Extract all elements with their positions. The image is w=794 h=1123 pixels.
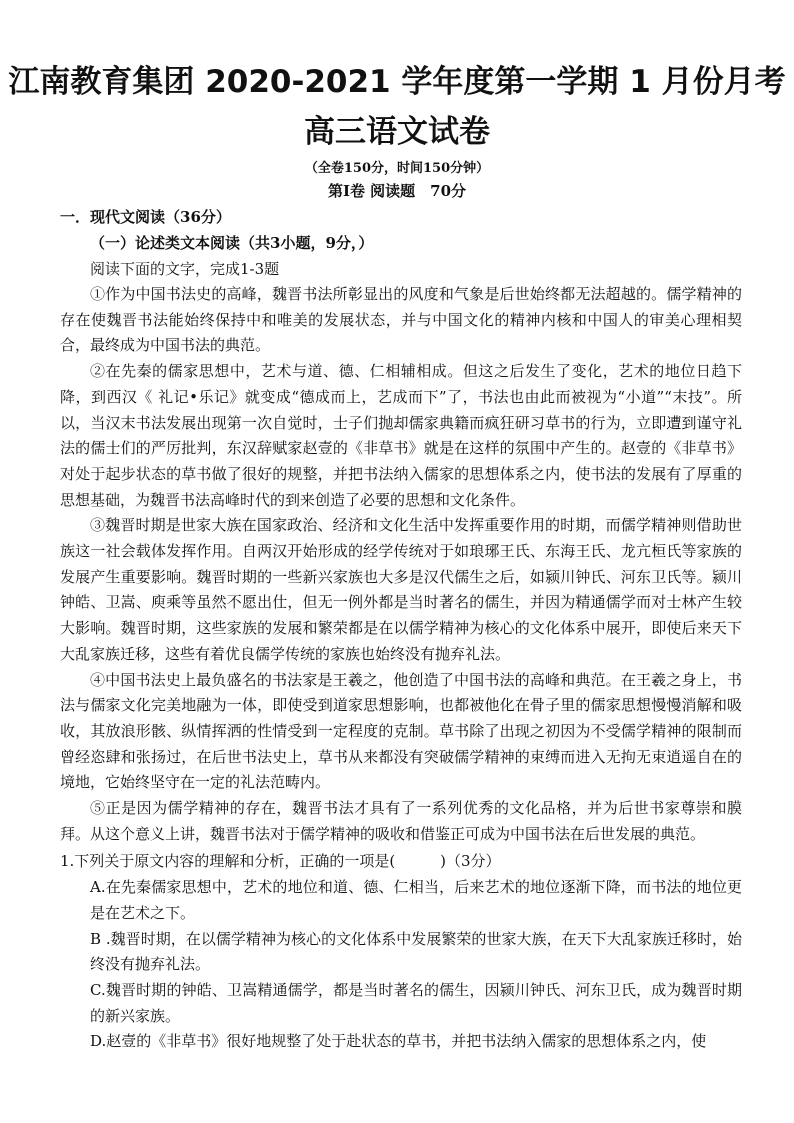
instruction-text: 阅读下面的文字，完成1-3题 <box>90 260 280 278</box>
question-1-option-d: D.赵壹的《非草书》很好地规整了处于赴状态的草书，并把书法纳入儒家的思想体系之内，使 <box>90 1032 707 1051</box>
exam-title: 江南教育集团 2020-2021 学年度第一学期 1 月份月考 <box>8 64 786 100</box>
exam-meta: （全卷150分，时间150分钟） <box>304 161 490 176</box>
passage-paragraph-4: ④中国书法史上最负盛名的书法家是王羲之，他创造了中国书法的高峰和典范。在王羲之身上，书法与儒家文化完美地融为一体，即使受到道家思想影响，也都被他化在骨子里的儒家思想慢慢消解和吸收，其放浪形骸、纵情挥洒的性情受到一定程度的克制。草书除了出现之初因为不受儒学精神的限制而曾经恣肆和张扬过，在后世书法史上，草书从来都没有突破儒学精神的束缚而进入无拘无束逍遥自在的境地，它始终坚守在一定的礼法范畴内。 <box>60 670 742 792</box>
passage-body <box>60 282 742 1055</box>
question-1-option-a: A.在先秦儒家思想中，艺术的地位和道、德、仁相当，后来艺术的地位逐渐下降，而书法的地位更是在艺术之下。 <box>90 878 742 922</box>
passage-paragraph-5: ⑤正是因为儒学精神的存在，魏晋书法才具有了一系列优秀的文化品格，并为后世书家尊崇和膜拜。从这个意义上讲，魏晋书法对于儒学精神的吸收和借鉴正可成为中国书法在后世发展的典范。 <box>60 799 742 843</box>
question-1-stem: 1.下列关于原文内容的理解和分析，正确的一项是( )（3分） <box>60 852 501 871</box>
question-1-option-b: B .魏晋时期，在以儒学精神为核心的文化体系中发展繁荣的世家大族，在天下大乱家族迁移时，始终没有抛弃礼法。 <box>90 929 742 974</box>
volume-heading: 第Ⅰ卷 阅读题 70分 <box>327 182 467 200</box>
passage-paragraph-2: ②在先秦的儒家思想中，艺术与道、德、仁相辅相成。但这之后发生了变化，艺术的地位日趋下降，到西汉《 礼记•乐记》就变成“德成而上，艺成而下”了，书法也由此而被视为“小道”“末技”。所以，当汉末书法发展出现第一次自觉时，士子们抛却儒家典籍而疯狂研习草书的行为，立即遭到谨守礼法的儒士们的严厉批判，东汉辞赋家赵壹的《非草书》就是在这样的氛围中产生的。赵壹的《非草书》对处于起步状态的草书做了很好的规整，并把书法纳入儒家的思想体系之内，使书法的发展有了厚重的思想基础，为魏晋书法高峰时代的到来创造了必要的思想和文化条件。 <box>60 362 742 509</box>
passage-paragraph-1: ①作为中国书法史的高峰，魏晋书法所彰显出的风度和气象是后世始终都无法超越的。儒学精神的存在使魏晋书法能始终保持中和唯美的发展状态，并与中国文化的精神内核和中国人的审美心理相契合，最终成为中国书法的典范。 <box>60 285 742 355</box>
exam-subtitle: 高三语文试卷 <box>304 114 490 150</box>
passage-paragraph-3: ③魏晋时期是世家大族在国家政治、经济和文化生活中发挥重要作用的时期，而儒学精神则借助世族这一社会载体发挥作用。自两汉开始形成的经学传统对于如琅琊王氏、东海王氏、龙亢桓氏等家族的发展产生重要影响。魏晋时期的一些新兴家族也大多是汉代儒生之后，如颍川钟氏、河东卫氏等。颍川钟皓、卫嵩、庾乘等虽然不愿出仕，但无一例外都是当时著名的儒生，并因为精通儒学而对士林产生较大影响。魏晋时期，这些家族的发展和繁荣都是在以儒学精神为核心的文化体系中展开，即使后来天下大乱家族迁移，这些有着优良儒学传统的家族也始终没有抛弃礼法。 <box>60 516 742 663</box>
section-heading: 一．现代文阅读（36分） <box>60 208 231 226</box>
question-1-option-c: C.魏晋时期的钟皓、卫嵩精通儒学，都是当时著名的儒生，因颍川钟氏、河东卫氏，成为魏晋时期的新兴家族。 <box>90 980 742 1025</box>
subsection-heading: （一）论述类文本阅读（共3小题，9分，） <box>90 234 374 252</box>
